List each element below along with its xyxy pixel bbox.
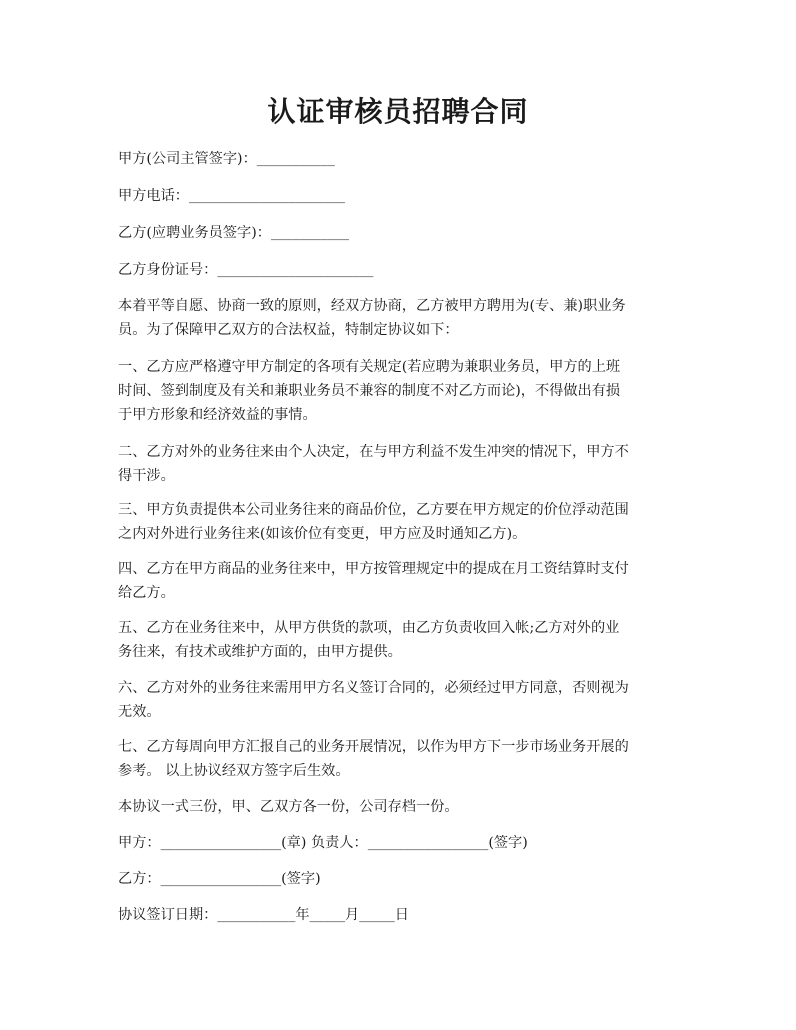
party-a-sign-blank[interactable]: ___________ <box>256 151 335 167</box>
party-b-sign-blank[interactable]: ___________ <box>270 225 349 241</box>
clause-2-line: 得干涉。 <box>118 468 175 484</box>
date-month-blank[interactable]: _____ <box>309 907 346 923</box>
clause-3-line: 三、甲方负责提供本公司业务往来的商品价位，乙方要在甲方规定的价位浮动范围 <box>118 502 629 518</box>
clause-4-line: 四、乙方在甲方商品的业务往来中，甲方按管理规定中的提成在月工资结算时支付 <box>118 561 629 577</box>
clause-1-line: 于甲方形象和经济效益的事情。 <box>118 407 317 423</box>
clause-3-line: 之内对外进行业务往来(如该价位有变更，甲方应及时通知乙方)。 <box>118 526 527 542</box>
party-a-phone-label: 甲方电话： <box>118 188 189 204</box>
responsible-sign-label: (签字) <box>488 835 528 851</box>
party-b-id-label: 乙方身份证号： <box>118 262 218 278</box>
party-a-phone-blank[interactable]: ______________________ <box>188 188 346 204</box>
party-b-id-blank[interactable]: ______________________ <box>217 262 374 278</box>
party-b-label: 乙方： <box>118 871 161 887</box>
party-a-blank[interactable]: _________________ <box>160 835 282 851</box>
party-b-sign-line <box>118 221 684 245</box>
party-a-label: 甲方： <box>118 835 161 851</box>
party-a-sign-label: 甲方(公司主管签字)： <box>118 151 257 167</box>
party-a-sign-line <box>118 147 684 171</box>
party-a-phone-line <box>118 184 684 208</box>
clause-5-line: 五、乙方在业务往来中，从甲方供货的款项，由乙方负责收回入帐;乙方对外的业 <box>118 620 620 636</box>
party-b-id-line <box>118 258 684 282</box>
date-line <box>118 903 684 927</box>
date-day-blank[interactable]: _____ <box>359 907 395 923</box>
clause-1-line: 时间、签到制度及有关和兼职业务员不兼容的制度不对乙方而论)，不得做出有损 <box>118 383 621 399</box>
clause-1-line: 一、乙方应严格遵守甲方制定的各项有关规定(若应聘为兼职业务员，甲方的上班 <box>118 359 621 375</box>
responsible-label: 负责人： <box>310 835 368 851</box>
month-label: 月 <box>345 907 360 923</box>
clause-5-line: 务往来，有技术或维护方面的，由甲方提供。 <box>118 644 402 660</box>
party-a-seal-label: (章) <box>281 835 307 851</box>
party-a-signature-line <box>118 831 684 855</box>
clause-7-line: 参考。 以上协议经双方签字后生效。 <box>118 763 350 779</box>
clause-6-line: 无效。 <box>118 704 161 720</box>
clause-2-line: 二、乙方对外的业务往来由个人决定，在与甲方利益不发生冲突的情况下，甲方不 <box>118 444 629 460</box>
clause-7-line: 七、乙方每周向甲方汇报自己的业务开展情况，以作为甲方下一步市场业务开展的 <box>118 739 629 755</box>
intro-paragraph-line: 员。为了保障甲乙双方的合法权益，特制定协议如下： <box>118 322 459 338</box>
party-b-signature-line <box>118 867 684 891</box>
copies-line: 本协议一式三份，甲、乙双方各一份，公司存档一份。 <box>118 799 459 815</box>
clause-6-line: 六、乙方对外的业务往来需用甲方名义签订合同的，必须经过甲方同意，否则视为 <box>118 680 629 696</box>
day-label: 日 <box>394 907 409 923</box>
party-b-sign-label: 乙方(应聘业务员签字)： <box>118 225 271 241</box>
party-b-sign-label: (签字) <box>281 871 321 887</box>
year-label: 年 <box>295 907 310 923</box>
clause-4-line: 给乙方。 <box>118 585 175 601</box>
page-title: 认证审核员招聘合同 <box>267 95 529 128</box>
date-label: 协议签订日期： <box>118 907 218 923</box>
responsible-blank[interactable]: _________________ <box>367 835 489 851</box>
date-year-blank[interactable]: ___________ <box>217 907 296 923</box>
intro-paragraph-line: 本着平等自愿、协商一致的原则，经双方协商，乙方被甲方聘用为(专、兼)职业务 <box>118 298 626 314</box>
party-b-blank[interactable]: _________________ <box>160 871 282 887</box>
